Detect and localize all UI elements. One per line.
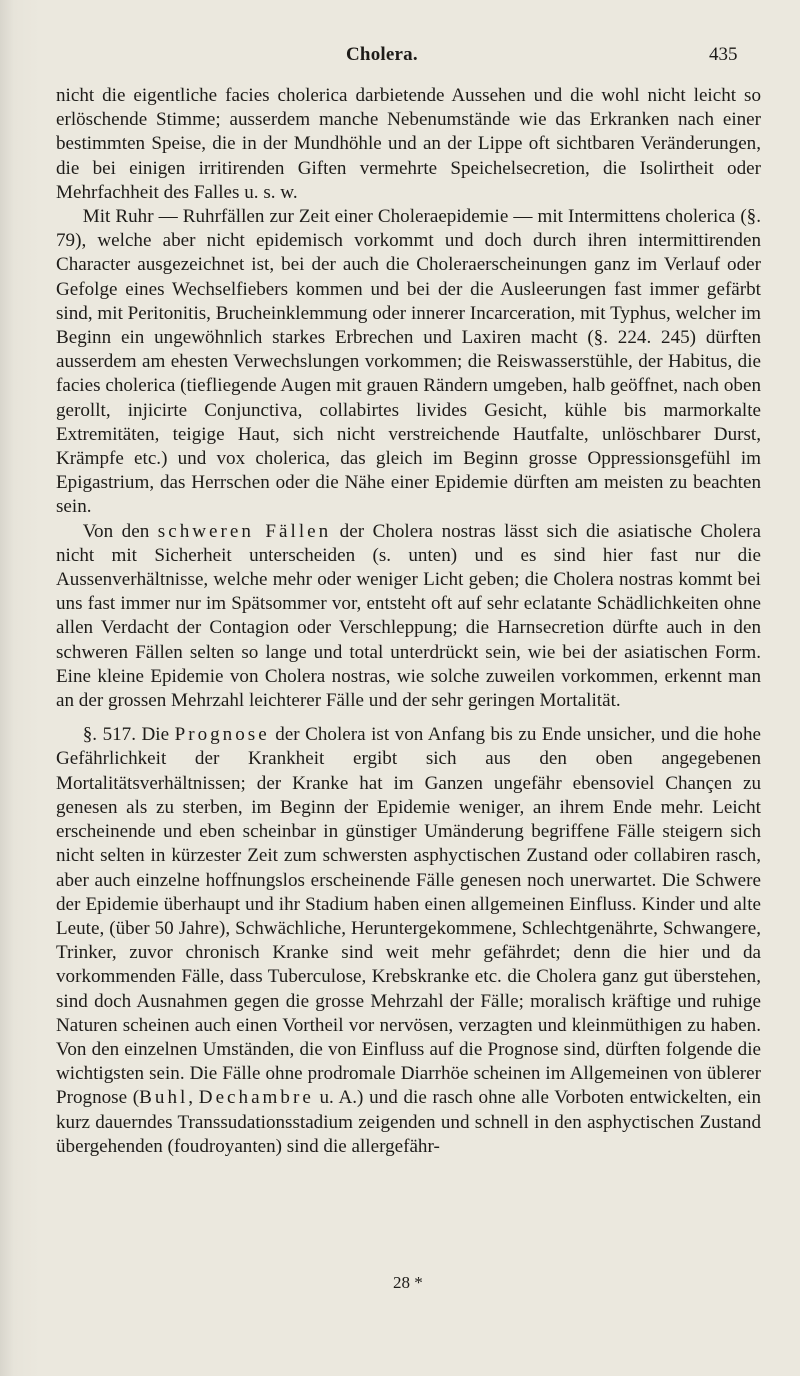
text-segment: Mit Ruhr — Ruhrfällen zur Zeit einer Choleraepidemie — mit Intermittens cholerica (§. 79), welche aber nicht epidemisch vorkommt und doch durch ihren intermittirenden Character ausgezeichnet ist, bei der auch die Choleraerscheinungen ganz im Verlauf oder Gefolge eines Wechselfiebers kommen und bei der die Ausleerungen fast immer gefärbt sind, mit Peritonitis, Brucheinklemmung oder innerer Incarceration, mit Typhus, welcher im Beginn ein ungewöhnlich starkes Erbrechen und Laxiren macht (§. 224. 245) dürften ausserdem am ehesten Verwechslungen vorkommen; die Reiswasserstühle, der Habitus, die facies cholerica (tiefliegende Augen mit grauen Rändern umgeben, halb geöffnet, nach oben gerollt, injicirte Conjunctiva, collabirtes livides Gesicht, kühle bis marmorkalte Extremitäten, teigige Haut, sich nicht verstreichende Hautfalte, unlöschbarer Durst, Krämpfe etc.) und vox cholerica, das gleich im Beginn grosse Oppressionsgefühl im Epigastrium, das Herrschen oder die Nähe einer Epidemie dürften am meisten zu beachten sein. [56,206,761,518]
text-segment: der Cholera nostras lässt sich die asiatische Cholera nicht mit Sicherheit unterscheiden (s. unten) und es sind hier fast nur die Aussenverhältnisse, welche mehr oder weniger Licht geben; die Cholera nostras kommt bei uns fast immer nur im Spätsommer vor, entsteht oft auf sehr eclatante Schädlichkeiten ohne allen Verdacht der Contagion oder Verschleppung; die Harnsecretion dürfte auch in den schweren Fällen selten so lange und total unterdrückt sein, wie bei der asiatischen Form. Eine kleine Epidemie von Cholera nostras, wie solche zuweilen vorkommen, erkennt man an der grossen Mehrzahl leichterer Fälle und der sehr geringen Mortalität. [56,520,761,712]
text-segment: , [188,1087,199,1109]
text-segment: nicht die eigentliche facies cholerica darbietende Aussehen und die wohl nicht leicht so erlöschende Stimme; ausserdem manche Nebenumstände wie das Erkranken nach einer bestimmten Speise, die in der Mundhöhle und an der Lippe oft sichtbaren Veränderungen, die bei einigen irritirenden Giften vermehrte Speichelsecretion, die Isolirtheit oder Mehrfachheit des Falles u. s. w. [56,85,761,203]
paragraph [56,205,761,520]
paragraph [56,520,761,714]
body-text [56,84,761,1159]
page-header [0,44,800,74]
printer-signature: 28 * [393,1273,423,1292]
text-segment: der Cholera ist von Anfang bis zu Ende unsicher, und die hohe Gefährlichkeit der Krankheit ergibt sich aus den oben angegebenen Mortalitätsverhältnissen; der Kranke hat im Ganzen ungefähr ebensoviel Chançen zu genesen als zu sterben, im Beginn der Epidemie weniger, an ihrem Ende mehr. Leicht erscheinende und eben scheinbar in günstiger Umänderung begriffene Fälle steigern sich nicht selten in kürzester Zeit zum schwersten asphyctischen Zustand oder collabiren rasch, aber auch einzelne hoffnungslos erscheinende Fälle genesen noch unerwartet. Die Schwere der Epidemie überhaupt und ihr Stadium haben einen allgemeinen Einfluss. Kinder und alte Leute, (über 50 Jahre), Schwächliche, Heruntergekommene, Schlechtgenährte, Schwangere, Trinker, zuvor chronisch Kranke sind weit mehr gefährdet; denn die hier und da vorkommenden Fälle, dass Tuberculose, Krebskranke etc. die Cholera ganz gut überstehen, sind doch Ausnahmen gegen die grosse Mehrzahl der Fälle; moralisch kräftige und ruhige Naturen scheinen auch einen Vortheil vor nervösen, verzagten und kleinmüthigen zu haben. Von den einzelnen Umständen, die von Einfluss auf die Prognose sind, dürften folgende die wichtigsten sein. Die Fälle ohne prodromale Diarrhöe scheinen im Allgemeinen von üblerer Prognose ( [56,724,761,1109]
paragraph [56,84,761,205]
spaced-emphasis: Prognose [174,724,270,746]
text-segment: §. 517. Die [82,724,175,746]
text-segment: Von den [82,520,158,542]
paragraph-section-517 [56,723,761,1159]
author-name: Buhl [139,1087,189,1109]
spaced-emphasis: schweren Fällen [157,520,332,542]
page-number: 435 [709,44,738,65]
author-name: Dechambre [198,1087,314,1109]
running-title: Cholera. [346,44,418,65]
text-segment: u. A.) und die rasch ohne alle Vorboten entwickelten, ein kurz dauerndes Transsudationsstadium zeigenden und schnell in den asphyctischen Zustand übergehenden (foudroyanten) sind die allergefähr- [56,1087,762,1157]
